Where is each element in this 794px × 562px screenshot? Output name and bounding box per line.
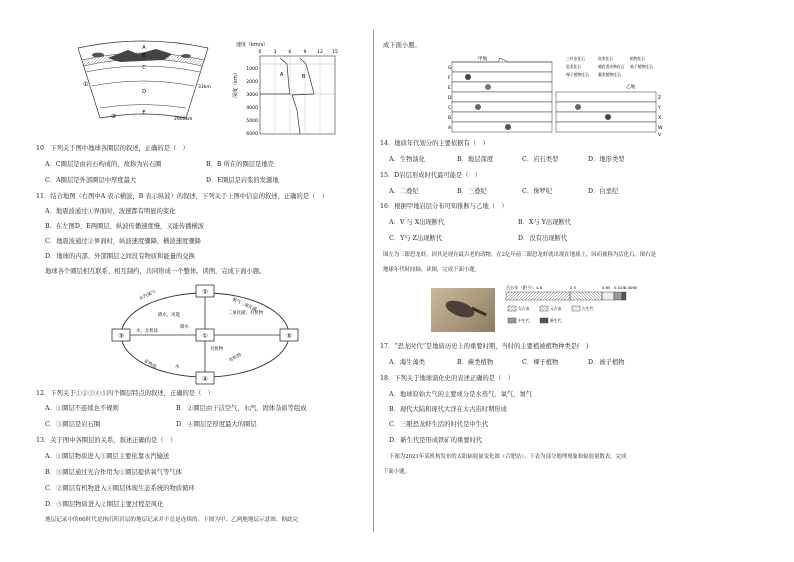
layer-label-e: E [142,110,146,116]
q10-stem: 10．下列关于图中地球各圈层的叙述，正确的是（ ） [36,145,189,152]
strata-site-yi: 乙地 [626,85,636,90]
q18-option-a[interactable]: A．地球原始大气的主要成分是水蒸气、氧气、氮气 [389,391,533,398]
q15-option-c[interactable]: C．侏罗纪 [522,188,553,195]
tadpole-shrimp-photo [431,288,495,332]
layer-label-c: C [142,65,146,71]
q18-stem: 18．下列关于地球演化史的表述正确的是（ ） [380,375,514,382]
legend-item: 哺乳类动物化石 [598,64,625,69]
depth-label-33km: 33km [198,85,211,90]
q17-stem: 17．“恐龙时代”是地质历史上的重要时期，当时的主要植被植物种类是( ) [380,343,589,350]
depth-label-2900km: 2900km [174,117,193,122]
q13-option-a[interactable]: A．①圈层物质进入③圈层主要依靠水汽输送 [45,453,170,460]
q18-option-b[interactable]: B．现代大陆和现代大洋在太古宙时期形成 [389,406,507,413]
q14-option-a[interactable]: A．生物演化 [389,156,426,163]
wave-xtick: 12 [317,50,323,55]
wave-xtick: 9 [303,50,307,55]
legend-item: 裸子植物化石 [566,72,589,77]
timeline-legend: 新生代 [550,318,562,323]
sphere-node-3: ③ [118,332,124,340]
flow-label: 矿物质 [143,359,157,371]
q14-option-d[interactable]: D．地形类型 [588,156,625,163]
q12-option-b[interactable]: B．②圈层由干洁空气、水汽、固体杂质等组成 [176,405,307,412]
strata-letter: W [658,126,663,131]
strata-site-jia: 甲地 [478,57,488,62]
timeline-xlabel: 百万年（距今） [506,285,536,290]
sphere-node-2: ② [202,288,208,296]
q10-option-d[interactable]: D．E圈层是岩浆的发源地 [206,177,279,184]
sphere-node-4: ④ [202,375,208,383]
q10-option-c[interactable]: C．A圈层是外部圈层中厚度最大 [45,177,137,184]
interface-label-1: ① [83,81,89,88]
legend-item: 蕨类植物化石 [598,72,621,77]
q15-option-b[interactable]: B．三叠纪 [457,188,487,195]
flow-label: 水汽氧气 [138,289,157,302]
q12-option-c[interactable]: C．③圈层是岩石圈 [45,421,101,428]
timeline-legend: 太古宙 [518,306,530,311]
curve-a-label: A [280,72,284,78]
timeline-legend: 古生代 [582,306,594,311]
wave-xlabel: 速度（km/s） [236,42,269,48]
flow-label: 水，无机盐 [136,329,158,334]
q11-option-c[interactable]: C．地震波通过②界面时，纵波速度骤降，横波速度骤降 [45,238,201,245]
geologic-timeline [502,284,642,334]
timeline-tick: 0.0065 [624,285,638,290]
sphere-node-1: ① [202,332,208,340]
q11-option-d[interactable]: D．地球的内部、外部圈层之间没有物质和能量的交换 [45,253,195,260]
intro-fish-2: 地球年代时间轴。读图，完成下面小题。 [383,267,481,273]
q17-option-c[interactable]: C．裸子植物 [522,359,559,366]
q10-option-b[interactable]: B．B 所在的圈层是地壳 [206,161,274,168]
q10-option-a[interactable]: A．C圈层是由岩石构成的，故称为岩石圈 [45,161,162,168]
wave-ytick: 4000 [246,106,258,111]
q17-option-d[interactable]: D．被子植物 [588,359,625,366]
flow-label: 降水 [180,325,189,330]
q16-stem: 16．根据甲地岩层分布可知推断与乙地（ ） [380,203,508,210]
flow-label: 二氧化碳，有机物 [228,311,264,316]
strata-letter: Y [658,106,661,111]
q11-option-b[interactable]: B．在左图D、E两圈层，纵波传播速度慢，又能传播横波 [45,223,205,230]
q15-option-a[interactable]: A．二叠纪 [389,188,419,195]
q14-option-b[interactable]: B．地层深度 [457,156,494,163]
q15-option-d[interactable]: D．白垩纪 [588,188,619,195]
flow-label: 有机物 [210,347,224,352]
q12-stem: 12．下列关于①②③④⑤四个圈层特点的叙述，正确的是（ ） [36,390,215,397]
layer-label-a: A [142,45,146,51]
strata-letter: Z [658,96,662,101]
flow-label: 有机物 [228,352,243,364]
legend-item: 三叶虫化石 [566,56,585,61]
curve-b-label: B [302,74,306,80]
q13-option-b[interactable]: B．③圈层通过光合作用为①圈层提供氧气等气体 [45,469,182,476]
wave-ytick: 2000 [246,80,258,85]
q11-stem: 11．结合地图（右图中A 表示横波，B 表示纵波）的叙述，下列关于上图中信息的叙述，正确的是（ ） [36,193,328,200]
q18-option-d[interactable]: D．新生代是形成铁矿的重要时代 [389,437,483,444]
sphere-cycle-diagram [100,280,310,390]
q16-option-a[interactable]: A．V 与 X出现断代 [389,219,445,226]
strata-letter: G [448,66,452,71]
wave-ytick: 5000 [246,119,258,124]
strata-letter: B [448,116,452,121]
q14-stem: 14．地质年代划分的主要依据有（ ） [380,140,489,147]
q18-option-c[interactable]: C．三眼恐龙虾生活的时代是中生代 [389,421,489,428]
legend-item: 被子植物化石 [630,64,653,69]
timeline-tick: 0.025 [614,285,625,290]
timeline-tick: 4.6 [536,285,543,290]
flow-label: 水 [175,365,180,370]
timeline-tick: 0.65 [602,285,611,290]
wave-ytick: 3000 [246,93,258,98]
intro-last: 下图为2021年某机构发布的太阳辐射量变化图（合肥站），下表为部分地理现象和辐射量数表。完成 [389,454,627,460]
flow-label: 降水，风能 [158,313,180,318]
wave-xtick: 15 [332,50,338,55]
wave-ylabel: 深度（km） [233,70,239,98]
legend-item: 植物化石 [630,56,646,61]
q12-option-d[interactable]: D．④圈层是厚度最大的圈层 [176,421,257,428]
intro-last-2: 下面小题。 [383,469,410,475]
intro-sphere: 地球各个圈层相互联系、相互制约，共同形成一个整体。读图，完成下面小题。 [45,268,266,275]
seismic-wave-chart [232,38,342,138]
sphere-node-5: ⑤ [286,332,292,340]
q16-option-c[interactable]: C．Y与 Z出现断代 [389,235,443,242]
q17-option-a[interactable]: A．海生藻类 [389,359,426,366]
strata-letter: F [448,76,451,81]
timeline-tick: 2.5 [570,285,577,290]
legend-item: 鱼类化石 [598,56,614,61]
strata-letter: A [448,126,452,131]
q11-option-a[interactable]: A．地震波通过①界面时，波速都有明显的变化 [45,208,176,215]
q14-option-c[interactable]: C．岩石类型 [522,156,559,163]
legend-item: 恐龙化石 [566,64,582,69]
strata-letter: V [658,133,662,138]
wave-ytick: 6000 [246,132,258,137]
layer-label-d: D [142,89,146,95]
q16-option-b[interactable]: B．X与 Y出现断代 [518,219,572,226]
q16-option-d[interactable]: D．没有出现断代 [518,235,568,242]
wave-ytick: 1000 [246,67,258,72]
wave-xtick: 3 [273,50,277,55]
q13-option-d[interactable]: D．⑤圈层物质进入②圈层主要过程是风化 [45,501,164,508]
wave-xtick: 6 [288,50,292,55]
earth-layers-figure [68,38,218,128]
timeline-legend: 中生代 [518,318,530,323]
interface-label-2: ② [111,113,117,120]
column-divider [373,30,374,532]
layer-label-b: B [142,53,146,59]
strata-letter: C [448,106,452,111]
q15-stem: 15．D岩层形成时代最可能是（ ） [380,172,482,179]
q17-option-b[interactable]: B．蕨类植物 [457,359,494,366]
strata-letter: D [448,96,452,101]
timeline-legend: 元古宙 [550,306,562,311]
wave-xtick: 0 [258,50,262,55]
q13-option-c[interactable]: C．②圈层有机物进入④圈层体现生态系统的物质循环 [45,485,195,492]
flow-label: 氧气二氧化碳 [231,297,258,313]
q13-stem: 13．关于图中各圈层的关系，叙述正确的是（ ） [36,437,177,444]
intro-continued: 成下面小题。 [383,42,421,49]
q12-option-a[interactable]: A．①圈层不连续也不规则 [45,405,119,412]
intro-fish: 图左为三眼恐龙虾，因其是现存最古老的动物，在2亿年前三眼恐龙虾就出现在地球上，因而被称为活化石。图右是 [383,252,656,258]
strata-letter: E [448,86,451,91]
strata-letter: X [658,116,662,121]
strata-figure [448,54,668,136]
intro-fossil: 地层记录中的60时代是指沉积岩层的地层记录并不总是连续的。下图为甲、乙两地地层示意图。据此完 [45,517,299,523]
